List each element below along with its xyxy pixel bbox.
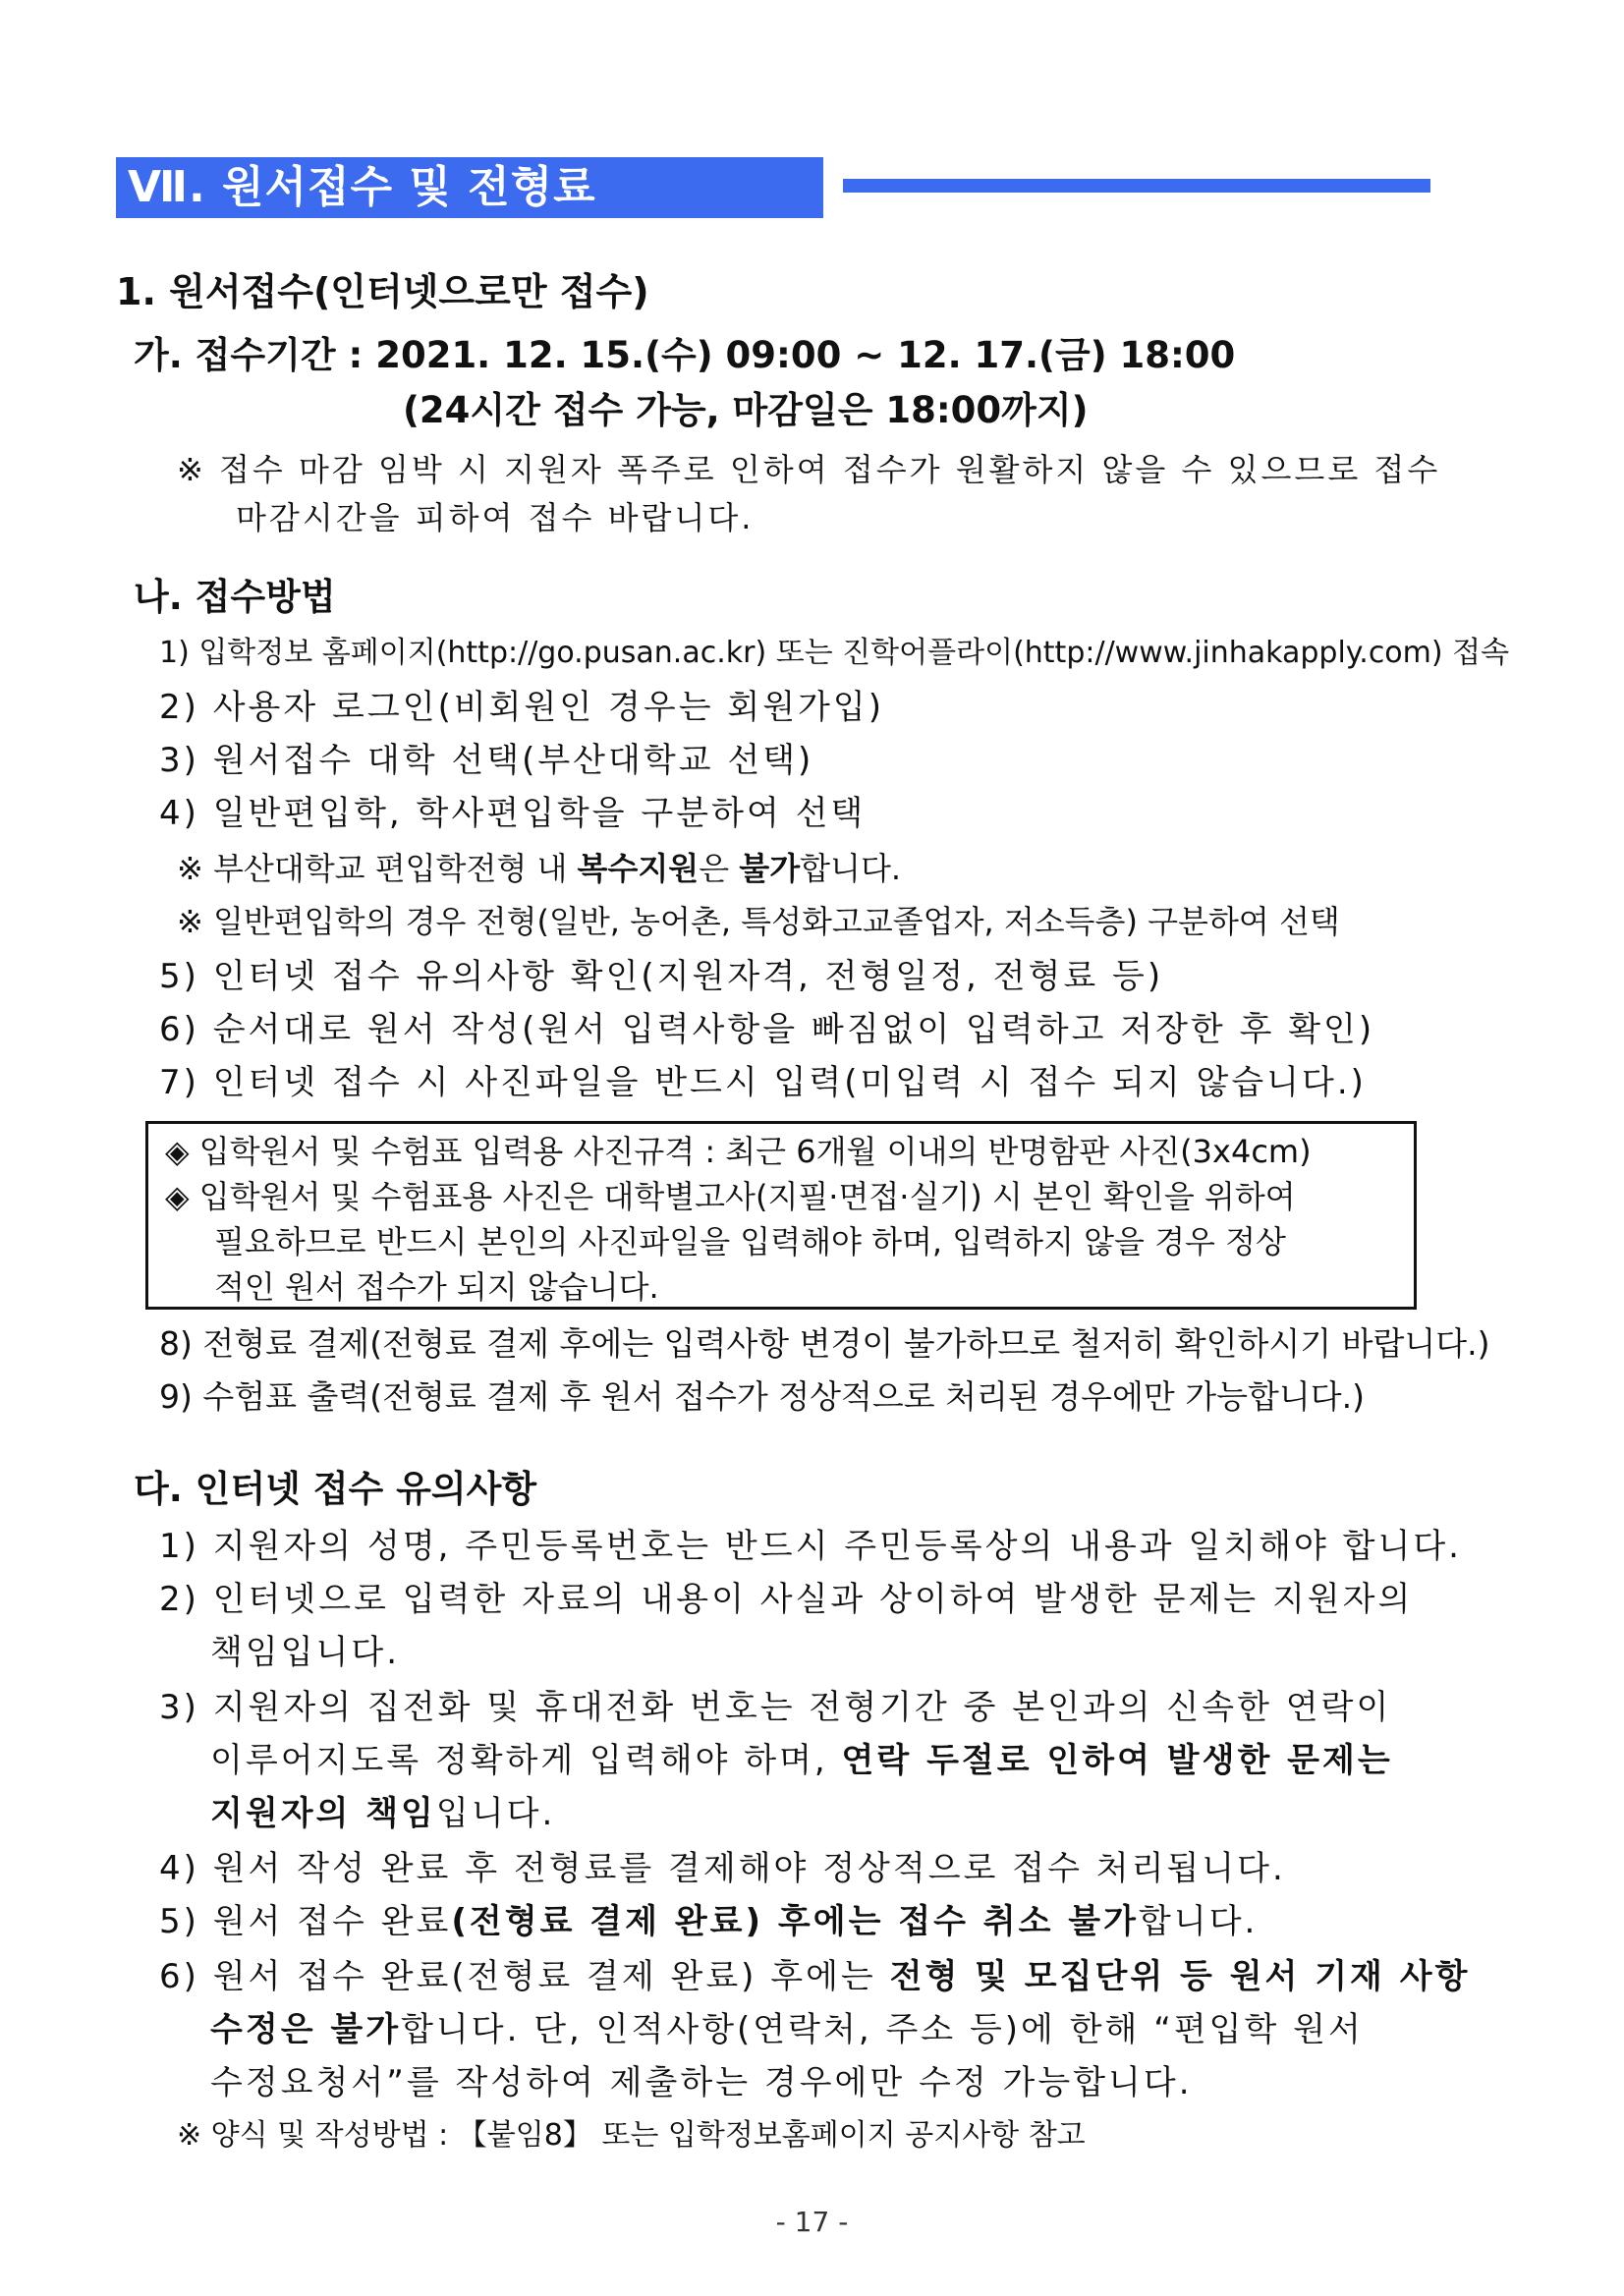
method-item-6: 6) 순서대로 원서 작성(원서 입력사항을 빠짐없이 입력하고 저장한 후 확인): [159, 1010, 1375, 1049]
period-note-line1: ※ 접수 마감 임박 시 지원자 폭주로 인하여 접수가 원활하지 않을 수 있으므로 접수: [177, 451, 1441, 488]
method-item-3: 3) 원서접수 대학 선택(부산대학교 선택): [159, 741, 814, 780]
method-note-1: ※ 부산대학교 편입학전형 내 복수지원은 불가합니다.: [177, 850, 902, 887]
photo-notice-1: ◈ 입학원서 및 수험표 입력용 사진규격 : 최근 6개월 이내의 반명함판 사진(3x4cm): [165, 1133, 1312, 1170]
photo-notice-2a: ◈ 입학원서 및 수험표용 사진은 대학별고사(지필·면접·실기) 시 본인 확인을 위하여: [165, 1178, 1296, 1215]
method-item-1: 1) 입학정보 홈페이지(http://go.pusan.ac.kr) 또는 진학어플라이(http://www.jinhakapply.com) 접속: [159, 636, 1510, 670]
caution-item-5: 5) 원서 접수 완료(전형료 결제 완료) 후에는 접수 취소 불가합니다.: [159, 1902, 1259, 1941]
method-item-2: 2) 사용자 로그인(비회원인 경우는 회원가입): [159, 688, 885, 727]
caution-item-2b: 책임입니다.: [210, 1633, 401, 1672]
section-title-rule: [843, 179, 1430, 193]
method-item-4: 4) 일반편입학, 학사편입학을 구분하여 선택: [159, 794, 867, 833]
method-item-8: 8) 전형료 결제(전형료 결제 후에는 입력사항 변경이 불가하므로 철저히 확인하시기 바랍니다.): [159, 1324, 1490, 1363]
page-number: - 17 -: [775, 2206, 849, 2238]
period-note-line2: 마감시간을 피하여 접수 바랍니다.: [236, 499, 755, 536]
method-item-7: 7) 인터넷 접수 시 사진파일을 반드시 입력(미입력 시 접수 되지 않습니다.): [159, 1063, 1367, 1102]
period-label: 가. 접수기간 : 2021. 12. 15.(수) 09:00 ~ 12. 17.(금) 18:00: [134, 334, 1236, 376]
photo-notice-2c: 적인 원서 접수가 되지 않습니다.: [214, 1268, 659, 1306]
period-sub: (24시간 접수 가능, 마감일은 18:00까지): [403, 389, 1089, 431]
caution-item-6c: 수정요청서”를 작성하여 제출하는 경우에만 수정 가능합니다.: [210, 2063, 1193, 2102]
section-title: Ⅶ. 원서접수 및 전형료: [128, 162, 596, 212]
caution-item-1: 1) 지원자의 성명, 주민등록번호는 반드시 주민등록상의 내용과 일치해야 합니다.: [159, 1527, 1462, 1566]
caution-heading: 다. 인터넷 접수 유의사항: [134, 1468, 537, 1510]
photo-notice-2b: 필요하므로 반드시 본인의 사진파일을 입력해야 하며, 입력하지 않을 경우 정상: [214, 1223, 1286, 1260]
caution-item-6a: 6) 원서 접수 완료(전형료 결제 완료) 후에는 전형 및 모집단위 등 원서 기재 사항: [159, 1957, 1471, 1996]
method-item-9: 9) 수험표 출력(전형료 결제 후 원서 접수가 정상적으로 처리된 경우에만 가능합니다.): [159, 1377, 1365, 1416]
caution-item-3b: 이루어지도록 정확하게 입력해야 하며, 연락 두절로 인하여 발생한 문제는: [210, 1741, 1393, 1780]
caution-item-3c: 지원자의 책임입니다.: [210, 1794, 556, 1833]
method-item-5: 5) 인터넷 접수 유의사항 확인(지원자격, 전형일정, 전형료 등): [159, 957, 1164, 996]
caution-item-3a: 3) 지원자의 집전화 및 휴대전화 번호는 전형기간 중 본인과의 신속한 연락이: [159, 1688, 1392, 1727]
method-heading: 나. 접수방법: [134, 576, 336, 618]
caution-item-4: 4) 원서 작성 완료 후 전형료를 결제해야 정상적으로 접수 처리됩니다.: [159, 1849, 1286, 1888]
heading-application: 1. 원서접수(인터넷으로만 접수): [116, 270, 649, 313]
caution-item-6b: 수정은 불가합니다. 단, 인적사항(연락처, 주소 등)에 한해 “편입학 원서: [210, 2010, 1364, 2049]
caution-note: ※ 양식 및 작성방법 : 【붙임8】 또는 입학정보홈페이지 공지사항 참고: [177, 2118, 1086, 2153]
caution-item-2a: 2) 인터넷으로 입력한 자료의 내용이 사실과 상이하여 발생한 문제는 지원자의: [159, 1580, 1414, 1619]
method-note-2: ※ 일반편입학의 경우 전형(일반, 농어촌, 특성화고교졸업자, 저소득층) 구분하여 선택: [177, 903, 1340, 940]
